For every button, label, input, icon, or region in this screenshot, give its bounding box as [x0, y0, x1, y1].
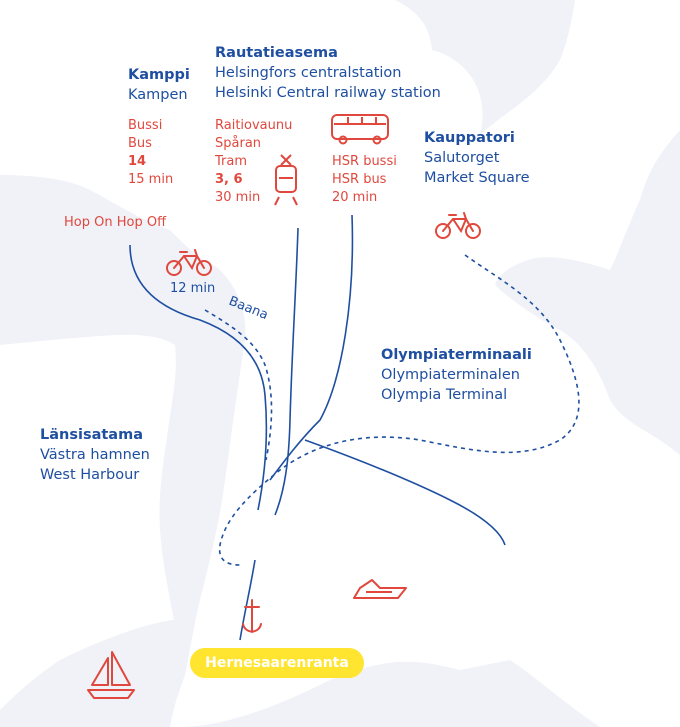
lansisatama-title: Länsisatama: [40, 427, 143, 443]
rautatieasema-line2: Helsinki Central railway station: [215, 85, 441, 101]
bus-info: [128, 117, 173, 189]
kauppatori-title: Kauppatori: [424, 130, 515, 146]
bus-line1: Bussi: [128, 118, 163, 133]
lansisatama-line1: Västra hamnen: [40, 447, 150, 463]
tram-line3: Tram: [215, 154, 248, 169]
rautatieasema-line1: Helsingfors centralstation: [215, 65, 402, 81]
kamppi-line1: Kampen: [128, 87, 188, 103]
olympiaterminaali-line1: Olympiaterminalen: [381, 367, 520, 383]
hsr-time: 20 min: [332, 190, 378, 205]
kauppatori-line1: Salutorget: [424, 150, 500, 166]
label-lansisatama: [40, 425, 150, 485]
lansisatama-line2: West Harbour: [40, 467, 140, 483]
bike-time: 12 min: [170, 281, 216, 296]
kamppi-title: Kamppi: [128, 67, 190, 83]
label-kauppatori: [424, 128, 530, 188]
tram-line1: Raitiovaunu: [215, 118, 293, 133]
bus-line2: Bus: [128, 136, 152, 151]
hop-on-hop-off-label: Hop On Hop Off: [64, 215, 167, 230]
olympiaterminaali-line2: Olympia Terminal: [381, 387, 508, 403]
destination-badge[interactable]: Hernesaarenranta: [190, 648, 364, 678]
tram-line2: Spåran: [215, 136, 262, 151]
label-olympiaterminaali: [381, 345, 532, 405]
label-kamppi: [128, 65, 190, 105]
baana-label: Baana: [226, 293, 271, 324]
olympiaterminaali-title: Olympiaterminaali: [381, 347, 532, 363]
hsr-line2: HSR bus: [332, 172, 387, 187]
hsr-line1: HSR bussi: [332, 154, 397, 169]
tram-time: 30 min: [215, 190, 261, 205]
rautatieasema-title: Rautatieasema: [215, 45, 338, 61]
sailboat-icon: [88, 652, 134, 698]
label-rautatieasema: [215, 43, 441, 103]
bus-route: 14: [128, 154, 147, 169]
tram-route: 3, 6: [215, 172, 243, 187]
kauppatori-line2: Market Square: [424, 170, 530, 186]
land-lansisatama: [0, 335, 176, 710]
hsr-info: [332, 153, 397, 207]
tram-info: [215, 117, 292, 207]
bus-time: 15 min: [128, 172, 174, 187]
